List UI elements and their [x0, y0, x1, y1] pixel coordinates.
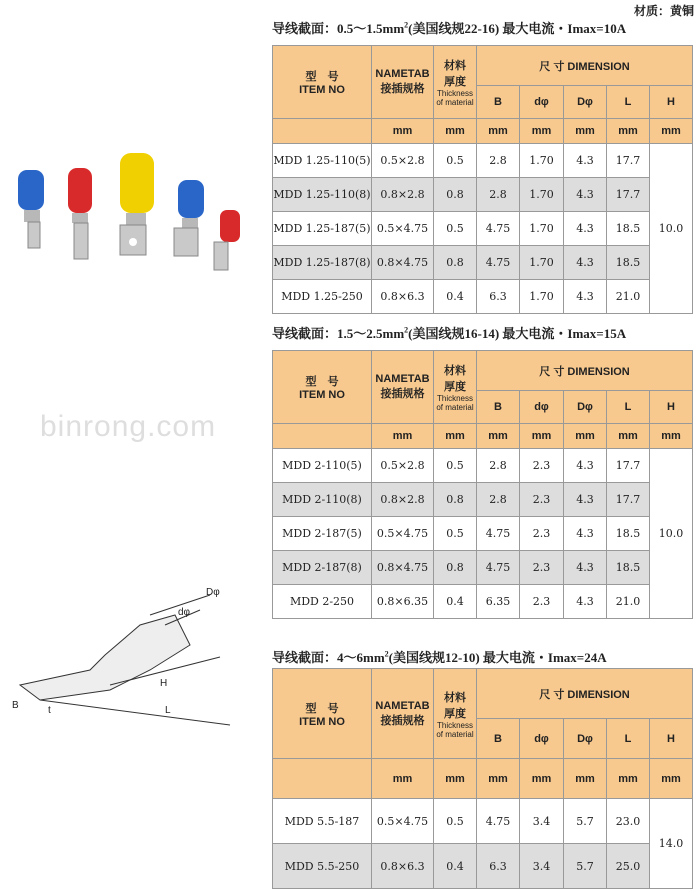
table-cell: MDD 1.25-110(5) [273, 144, 372, 178]
table-title: 导线截面：$1.5\sim 2.5mm^2$(美国线规16-14) 最大电流・Imax=15A [272, 325, 627, 341]
table-cell: 4.3 [564, 551, 607, 585]
table-cell: 0.5 [434, 144, 477, 178]
table-cell: 2.3 [520, 483, 564, 517]
table-cell: 4.75 [477, 799, 520, 844]
unit-cell: mm [520, 424, 564, 449]
table-row [273, 551, 693, 585]
dimension-col-header: B [477, 86, 520, 119]
dimension-col-header: B [477, 719, 520, 759]
unit-cell: mm [564, 119, 607, 144]
table-cell: 0.8×6.3 [372, 280, 434, 314]
table-cell: 4.75 [477, 517, 520, 551]
table-row [273, 280, 693, 314]
unit-cell: mm [564, 424, 607, 449]
table-cell: MDD 1.25-110(8) [273, 178, 372, 212]
table-row [273, 144, 693, 178]
table-cell: 5.7 [564, 799, 607, 844]
unit-cell: mm [520, 759, 564, 799]
table-cell: 17.7 [607, 144, 650, 178]
table-cell: 0.4 [434, 844, 477, 889]
unit-cell: mm [607, 759, 650, 799]
table-cell: 4.3 [564, 483, 607, 517]
table-cell: 18.5 [607, 212, 650, 246]
table-cell: 18.5 [607, 517, 650, 551]
table-cell: 4.3 [564, 246, 607, 280]
dimension-col-header: Dφ [564, 719, 607, 759]
table-cell: 4.3 [564, 144, 607, 178]
table-row [273, 517, 693, 551]
table-cell: 0.5×2.8 [372, 449, 434, 483]
dimension-header: 尺 寸 DIMENSION [477, 351, 693, 391]
dim-label-D: Dφ [206, 587, 220, 598]
table-cell: 1.70 [520, 144, 564, 178]
table-cell: 6.3 [477, 844, 520, 889]
table-cell: MDD 2-187(8) [273, 551, 372, 585]
connector-product-photo [10, 150, 260, 290]
table-cell: 0.5 [434, 517, 477, 551]
blue-connector-icon [174, 180, 204, 256]
unit-cell: mm [434, 119, 477, 144]
table-cell: 4.3 [564, 280, 607, 314]
table-cell: MDD 2-187(5) [273, 517, 372, 551]
dim-label-H: H [160, 678, 168, 689]
table-cell: 2.3 [520, 449, 564, 483]
table-cell: 1.70 [520, 280, 564, 314]
dim-label-B: B [12, 700, 19, 711]
table-cell: 4.75 [477, 246, 520, 280]
dimension-header: 尺 寸 DIMENSION [477, 46, 693, 86]
watermark: binrong.com [40, 410, 217, 443]
unit-cell: mm [477, 119, 520, 144]
table-cell: 2.8 [477, 178, 520, 212]
table-row [273, 483, 693, 517]
unit-cell: mm [372, 119, 434, 144]
unit-blank [273, 759, 372, 799]
unit-cell: mm [650, 424, 693, 449]
unit-cell: mm [650, 759, 693, 799]
table-cell: 0.8×2.8 [372, 178, 434, 212]
table-cell: 17.7 [607, 178, 650, 212]
unit-cell: mm [520, 119, 564, 144]
table-cell: 4.3 [564, 585, 607, 619]
table-cell: 0.8×6.35 [372, 585, 434, 619]
dimension-col-header: dφ [520, 86, 564, 119]
dim-label-L: L [165, 705, 171, 716]
table-cell: 17.7 [607, 449, 650, 483]
dimension-col-header: Dφ [564, 86, 607, 119]
unit-cell: mm [477, 424, 520, 449]
h-value-cell: 14.0 [650, 799, 693, 889]
table-cell: 0.4 [434, 585, 477, 619]
unit-blank [273, 424, 372, 449]
dimension-col-header: H [650, 391, 693, 424]
table-cell: 2.8 [477, 144, 520, 178]
table-row [273, 799, 693, 844]
table-row [273, 585, 693, 619]
table-cell: MDD 1.25-187(5) [273, 212, 372, 246]
dim-label-d: dφ [178, 607, 191, 618]
table-cell: 2.8 [477, 483, 520, 517]
table-cell: 0.5 [434, 799, 477, 844]
unit-cell: mm [564, 759, 607, 799]
table-cell: MDD 2-110(5) [273, 449, 372, 483]
spec-table [272, 350, 693, 619]
table-cell: 0.5×4.75 [372, 212, 434, 246]
table-cell: 0.5×4.75 [372, 799, 434, 844]
unit-cell: mm [607, 119, 650, 144]
item-no-header: 型 号 ITEM NO [273, 351, 372, 424]
table-cell: 4.3 [564, 178, 607, 212]
table-cell: 2.8 [477, 449, 520, 483]
table-cell: 4.75 [477, 212, 520, 246]
dimension-col-header: B [477, 391, 520, 424]
table-cell: 0.8×4.75 [372, 551, 434, 585]
table-cell: MDD 1.25-250 [273, 280, 372, 314]
table-row [273, 212, 693, 246]
table-row [273, 449, 693, 483]
unit-cell: mm [372, 424, 434, 449]
table-cell: 3.4 [520, 844, 564, 889]
table-cell: 18.5 [607, 551, 650, 585]
unit-cell: mm [434, 759, 477, 799]
table-cell: 4.3 [564, 212, 607, 246]
table-cell: 3.4 [520, 799, 564, 844]
table-cell: 1.70 [520, 178, 564, 212]
nametab-header: NAMETAB 接插规格 [372, 351, 434, 424]
dimension-col-header: L [607, 391, 650, 424]
table-cell: 0.8 [434, 551, 477, 585]
table-cell: 1.70 [520, 212, 564, 246]
table-cell: 0.5 [434, 449, 477, 483]
table-cell: 17.7 [607, 483, 650, 517]
unit-cell: mm [477, 759, 520, 799]
table-cell: MDD 2-110(8) [273, 483, 372, 517]
table-cell: 2.3 [520, 517, 564, 551]
table-title: 导线截面：$4\sim 6mm^2$(美国线规12-10) 最大电流・Imax=24A [272, 649, 607, 665]
unit-cell: mm [434, 424, 477, 449]
dimension-col-header: dφ [520, 391, 564, 424]
dimension-col-header: H [650, 719, 693, 759]
table-cell: 0.5×4.75 [372, 517, 434, 551]
material-note: 材质：黄铜 [633, 4, 694, 18]
item-no-header: 型 号 ITEM NO [273, 669, 372, 759]
table-cell: 0.8×2.8 [372, 483, 434, 517]
table-title: 导线截面：$0.5\sim 1.5mm^2$(美国线规22-16) 最大电流・Imax=10A [272, 20, 627, 36]
thickness-header: 材料厚度 Thickness of material [434, 46, 477, 119]
blue-connector-icon [18, 170, 44, 248]
table-cell: 4.3 [564, 517, 607, 551]
table-row [273, 178, 693, 212]
table-cell: 2.3 [520, 585, 564, 619]
spec-table [272, 668, 693, 889]
unit-cell: mm [607, 424, 650, 449]
table-cell: 23.0 [607, 799, 650, 844]
dimension-col-header: dφ [520, 719, 564, 759]
table-cell: 18.5 [607, 246, 650, 280]
table-cell: MDD 5.5-187 [273, 799, 372, 844]
table-cell: 25.0 [607, 844, 650, 889]
thickness-header: 材料厚度 Thickness of material [434, 351, 477, 424]
table-cell: 0.4 [434, 280, 477, 314]
table-cell: 21.0 [607, 585, 650, 619]
table-cell: 4.75 [477, 551, 520, 585]
table-cell: 0.5 [434, 212, 477, 246]
thickness-header: 材料厚度 Thickness of material [434, 669, 477, 759]
table-cell: 2.3 [520, 551, 564, 585]
table-row [273, 844, 693, 889]
dimension-col-header: Dφ [564, 391, 607, 424]
unit-cell: mm [372, 759, 434, 799]
dim-label-t: t [48, 705, 51, 716]
table-cell: MDD 1.25-187(8) [273, 246, 372, 280]
unit-blank [273, 119, 372, 144]
dimension-header: 尺 寸 DIMENSION [477, 669, 693, 719]
dimension-col-header: H [650, 86, 693, 119]
table-cell: 5.7 [564, 844, 607, 889]
table-cell: 1.70 [520, 246, 564, 280]
yellow-connector-icon [120, 153, 154, 255]
dimension-col-header: L [607, 719, 650, 759]
table-row [273, 246, 693, 280]
table-cell: MDD 2-250 [273, 585, 372, 619]
table-cell: 0.8×4.75 [372, 246, 434, 280]
table-cell: MDD 5.5-250 [273, 844, 372, 889]
table-cell: 0.8 [434, 178, 477, 212]
red-connector-icon [214, 210, 240, 270]
table-cell: 0.5×2.8 [372, 144, 434, 178]
red-connector-icon [68, 168, 92, 259]
table-cell: 4.3 [564, 449, 607, 483]
table-cell: 0.8 [434, 246, 477, 280]
nametab-header: NAMETAB 接插规格 [372, 669, 434, 759]
unit-cell: mm [650, 119, 693, 144]
h-value-cell: 10.0 [650, 449, 693, 619]
table-cell: 6.3 [477, 280, 520, 314]
table-cell: 0.8×6.3 [372, 844, 434, 889]
nametab-header: NAMETAB 接插规格 [372, 46, 434, 119]
table-cell: 6.35 [477, 585, 520, 619]
table-cell: 0.8 [434, 483, 477, 517]
table-cell: 21.0 [607, 280, 650, 314]
dimension-diagram [0, 575, 260, 745]
dimension-col-header: L [607, 86, 650, 119]
item-no-header: 型 号 ITEM NO [273, 46, 372, 119]
h-value-cell: 10.0 [650, 144, 693, 314]
spec-table [272, 45, 693, 314]
